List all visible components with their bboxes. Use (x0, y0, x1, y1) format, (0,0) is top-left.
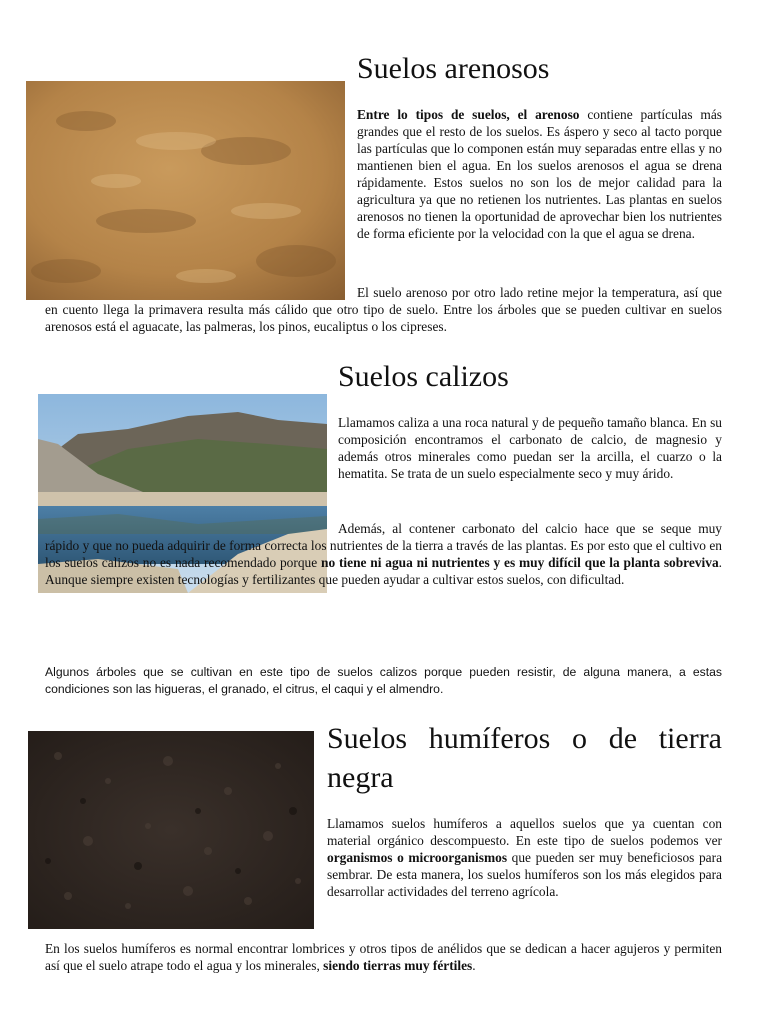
limestone-paragraph-3 (45, 664, 722, 698)
limestone-text-1: Llamamos caliza a una roca natural y de pequeño tamaño blanca. En su composición encontramos el carbonato de calcio, de magnesio y además otros minerales como puedan ser la arcilla, el cuarzo o la hematita. Se trata de un suelo especialmente seco y muy árido. (338, 415, 722, 481)
section-title-humus: Suelos humíferos o de tierra negra (327, 722, 722, 794)
sandy-bold-lead: Entre lo tipos de suelos, el arenoso (357, 107, 580, 122)
section-title-limestone: Suelos calizos (338, 360, 509, 393)
sandy-text-2: El suelo arenoso por otro lado retine mejor la temperatura, así que en cuento llega la primavera resulta más cálido que otro tipo de suelo. Entre los árboles que se pueden cultivar en suelos arenosos está el aguacate, las palmeras, los pinos, eucaliptus o los cipreses. (45, 285, 722, 334)
limestone-paragraph-2 (45, 520, 722, 588)
humus-bold-2: siendo tierras muy fértiles (323, 958, 473, 973)
sandy-paragraph-2 (45, 284, 722, 335)
humus-paragraph-1 (327, 815, 722, 900)
section-title-sandy: Suelos arenosos (357, 52, 550, 85)
humus-paragraph-2 (45, 940, 722, 974)
limestone-bold: no tiene ni agua ni nutrientes y es muy difícil que la planta sobreviva (321, 555, 719, 570)
humus-text-2a: En los suelos humíferos es normal encontrar lombrices y otros tipos de anélidos que se dedican a hacer agujeros y permiten así que el suelo atrape todo el agua y los minerales, (45, 941, 722, 973)
limestone-paragraph-1 (338, 414, 722, 482)
sandy-paragraph-1 (357, 106, 722, 242)
humus-text-1a: Llamamos suelos humíferos a aquellos suelos que ya cuentan con material orgánico descompuesto. En este tipo de suelos podemos ver (327, 816, 722, 848)
humus-soil-photo (28, 731, 314, 929)
limestone-text-2a: Además, al contener carbonato del calcio hace que se seque muy rápido y que no pueda adquirir de forma correcta los nutrientes de la tierra a través de las plantas. Es por esto que el cultivo en los suelos calizos no es nada recomendado porque (45, 521, 722, 570)
humus-bold: organismos o microorganismos (327, 850, 508, 865)
sandy-soil-photo (26, 81, 345, 300)
sandy-text: contiene partículas más grandes que el resto de los suelos. Es áspero y seco al tacto porque las partículas que lo componen están muy separadas entre ellas y no mantienen bien el agua. En los suelos arenosos el agua se drena rápidamente. Estos suelos no son los de mejor calidad para la agricultura ya que no retienen los nutrientes. Las plantas en suelos arenosos no tienen la oportunidad de aprovechar bien los nutrientes de forma eficiente por la velocidad con la que el agua se drena. (357, 107, 722, 241)
humus-text-1b: que pueden ser muy beneficiosos para sembrar. De esta manera, los suelos humíferos son los más elegidos para desarrollar actividades del terreno agrícola. (327, 850, 723, 899)
limestone-text-2b: . Aunque siempre existen tecnologías y fertilizantes que pueden ayudar a cultivar estos suelos, con dificultad. (45, 555, 722, 587)
humus-text-2b: . (472, 958, 476, 973)
limestone-text-3: Algunos árboles que se cultivan en este tipo de suelos calizos porque pueden resistir, de alguna manera, a estas condiciones son las higueras, el granado, el citrus, el caqui y el almendro. (45, 665, 722, 696)
